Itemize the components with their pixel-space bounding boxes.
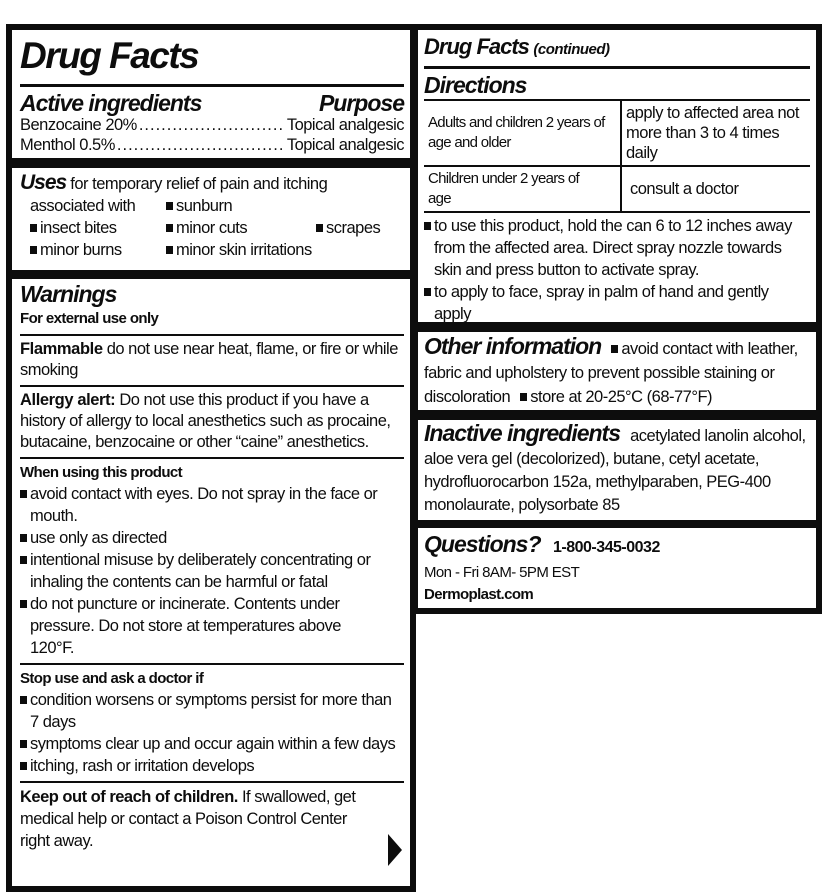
other-information-section [418, 332, 816, 410]
bullet-square-icon [166, 246, 173, 254]
leader-dots [139, 115, 285, 135]
other-information-heading: Other information [424, 333, 602, 359]
active-ingredients-section [12, 30, 410, 158]
divider [20, 781, 404, 783]
list-item: to use this product, hold the can 6 to 12 inches away from the affected area. Direct spray nozzle towards skin and press button to activate spray. [424, 215, 810, 281]
when-using-heading: When using this product [20, 464, 183, 481]
list-item: do not puncture or incinerate. Contents under pressure. Do not store at temperatures above 120°F. [20, 593, 404, 659]
directions-section [418, 30, 816, 322]
list-item: condition worsens or symptoms persist for more than 7 days [20, 689, 404, 733]
phone-number[interactable]: 1-800-345-0032 [552, 539, 660, 556]
page-title: Drug Facts [20, 35, 199, 76]
use-item: insect bites [30, 217, 166, 239]
divider [20, 334, 404, 336]
ingredient-purpose: Topical analgesic [286, 136, 404, 154]
warnings-section [12, 279, 410, 886]
bullet-square-icon [20, 556, 27, 564]
directions-heading: Directions [424, 72, 527, 98]
table-row [424, 100, 810, 166]
bullet-square-icon [20, 740, 27, 748]
bullet-square-icon [520, 393, 527, 401]
uses-intro-2: associated with [30, 197, 136, 215]
active-ingredients-heading: Active ingredients [20, 90, 202, 116]
ingredient-name: Benzocaine 20% [20, 116, 137, 134]
list-item: symptoms clear up and occur again within a few days [20, 733, 404, 755]
warnings-heading: Warnings [20, 281, 117, 307]
ingredient-row [20, 135, 404, 155]
ingredient-name: Menthol 0.5% [20, 136, 115, 154]
bullet-square-icon [166, 202, 173, 210]
stop-use-list [20, 689, 404, 777]
external-use-notice: For external use only [20, 310, 159, 327]
when-using-list [20, 483, 404, 659]
arrow-right-icon [388, 834, 402, 866]
bullet-square-icon [611, 345, 618, 353]
bullet-square-icon [20, 696, 27, 704]
instruction-cell: apply to affected area not more than 3 to 4 times daily [621, 100, 810, 166]
uses-section [12, 168, 410, 270]
list-item: itching, rash or irritation develops [20, 755, 404, 777]
uses-intro: for temporary relief of pain and itching [70, 175, 328, 193]
support-hours: Mon - Fri 8AM- 5PM EST [424, 564, 580, 581]
instruction-cell: consult a doctor [621, 166, 810, 212]
other-info-item: avoid contact with leather, fabric and upholstery to prevent possible staining or discoloration [424, 340, 798, 406]
questions-heading: Questions? [424, 531, 541, 557]
bullet-square-icon [20, 762, 27, 770]
purpose-heading: Purpose [318, 90, 404, 116]
directions-list [424, 215, 810, 325]
use-item: sunburn [166, 195, 316, 217]
divider [20, 663, 404, 665]
inactive-ingredients-heading: Inactive ingredients [424, 420, 621, 446]
ingredient-purpose: Topical analgesic [286, 116, 404, 134]
leader-dots [117, 135, 285, 155]
directions-table [424, 99, 810, 213]
age-group-cell: Adults and children 2 years of age and older [424, 100, 621, 166]
bullet-square-icon [30, 246, 37, 254]
bullet-square-icon [424, 222, 431, 230]
stop-use-heading: Stop use and ask a doctor if [20, 670, 204, 687]
allergy-alert: Allergy alert: Do not use this product if you have a history of allergy to local anesthetics such as procaine, butacaine, benzocaine or other “caine” anesthetics. [20, 391, 391, 451]
list-item: to apply to face, spray in palm of hand and gently apply [424, 281, 810, 325]
list-item: intentional misuse by deliberately concentrating or inhaling the contents can be harmful or fatal [20, 549, 404, 593]
website-link[interactable]: Dermoplast.com [424, 586, 534, 603]
list-item: use only as directed [20, 527, 404, 549]
keep-out-of-reach-warning: Keep out of reach of children. If swallowed, get medical help or contact a Poison Control Center right away. [20, 788, 356, 850]
bullet-square-icon [30, 224, 37, 232]
bullet-square-icon [316, 224, 323, 232]
bullet-square-icon [424, 288, 431, 296]
use-item: minor burns [30, 239, 166, 261]
bullet-square-icon [20, 490, 27, 498]
other-info-item: store at 20-25°C (68-77°F) [530, 388, 713, 406]
uses-heading: Uses [20, 171, 67, 194]
inactive-ingredients-section [418, 420, 816, 520]
divider [20, 84, 404, 87]
bullet-square-icon [20, 600, 27, 608]
bullet-square-icon [20, 534, 27, 542]
divider [20, 385, 404, 387]
use-item: minor skin irritations [166, 239, 416, 261]
divider [424, 66, 810, 69]
table-row [424, 166, 810, 212]
questions-section [418, 528, 816, 608]
continued-title: Drug Facts (continued) [424, 34, 610, 59]
divider [20, 457, 404, 459]
use-item: minor cuts [166, 217, 316, 239]
ingredient-row [20, 115, 404, 135]
bullet-square-icon [166, 224, 173, 232]
flammable-warning: Flammable do not use near heat, flame, or fire or while smoking [20, 340, 398, 379]
use-item: scrapes [316, 217, 416, 239]
age-group-cell: Children under 2 years of age [424, 166, 621, 212]
list-item: avoid contact with eyes. Do not spray in the face or mouth. [20, 483, 404, 527]
inactive-ingredients-list: acetylated lanolin alcohol, aloe vera gel (decolorized), butane, cetyl acetate, hydrofluorocarbon 152a, methylparaben, PEG-400 monolaurate, polysorbate 85 [424, 427, 806, 514]
